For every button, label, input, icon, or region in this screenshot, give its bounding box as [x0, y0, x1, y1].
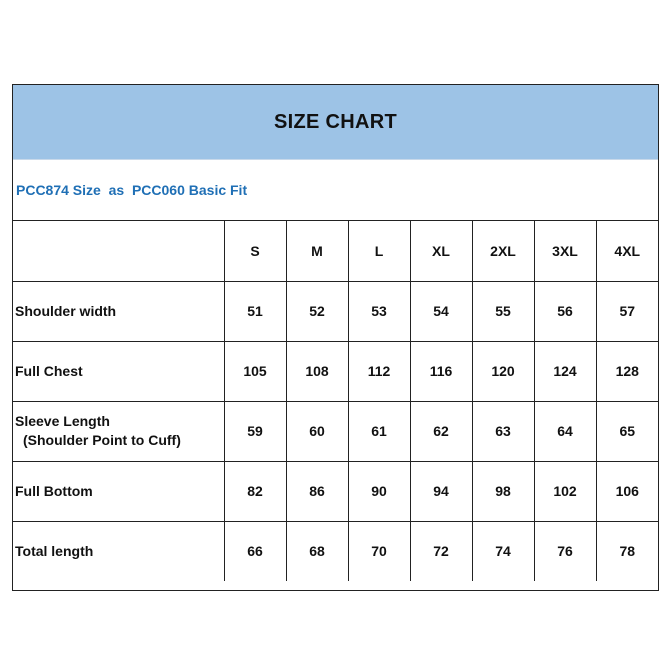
value-cell: 86 — [286, 461, 348, 521]
header-corner-cell — [13, 221, 224, 281]
value-cell: 63 — [472, 401, 534, 461]
subtitle-text: PCC874 Size as PCC060 Basic Fit — [16, 181, 248, 198]
value-cell: 64 — [534, 401, 596, 461]
row-label — [13, 401, 224, 461]
value-cell: 56 — [534, 281, 596, 341]
row-label: Full Bottom — [13, 461, 224, 521]
value-cell: 128 — [596, 341, 658, 401]
size-header: S — [224, 221, 286, 281]
row-label-line1: Sleeve Length — [15, 413, 110, 429]
value-cell: 68 — [286, 521, 348, 581]
size-header: 2XL — [472, 221, 534, 281]
value-cell: 51 — [224, 281, 286, 341]
size-header: M — [286, 221, 348, 281]
table-row — [13, 281, 658, 341]
size-header: XL — [410, 221, 472, 281]
value-cell: 54 — [410, 281, 472, 341]
value-cell: 59 — [224, 401, 286, 461]
subtitle-row — [13, 159, 658, 221]
value-cell: 65 — [596, 401, 658, 461]
value-cell: 60 — [286, 401, 348, 461]
value-cell: 61 — [348, 401, 410, 461]
value-cell: 55 — [472, 281, 534, 341]
size-header: 4XL — [596, 221, 658, 281]
value-cell: 70 — [348, 521, 410, 581]
value-cell: 72 — [410, 521, 472, 581]
title-band — [13, 85, 658, 160]
row-label: Total length — [13, 521, 224, 581]
size-chart — [12, 84, 659, 591]
table-row — [13, 401, 658, 461]
value-cell: 66 — [224, 521, 286, 581]
table-row — [13, 341, 658, 401]
value-cell: 102 — [534, 461, 596, 521]
value-cell: 120 — [472, 341, 534, 401]
value-cell: 98 — [472, 461, 534, 521]
value-cell: 78 — [596, 521, 658, 581]
row-label: Shoulder width — [13, 281, 224, 341]
value-cell: 57 — [596, 281, 658, 341]
value-cell: 94 — [410, 461, 472, 521]
value-cell: 105 — [224, 341, 286, 401]
value-cell: 124 — [534, 341, 596, 401]
value-cell: 76 — [534, 521, 596, 581]
table-row — [13, 521, 658, 581]
table-row — [13, 461, 658, 521]
size-table — [13, 221, 658, 581]
value-cell: 52 — [286, 281, 348, 341]
size-header: 3XL — [534, 221, 596, 281]
value-cell: 108 — [286, 341, 348, 401]
chart-title: SIZE CHART — [274, 110, 397, 133]
row-label-line2: (Shoulder Point to Cuff) — [23, 432, 181, 448]
value-cell: 74 — [472, 521, 534, 581]
header-row — [13, 221, 658, 281]
value-cell: 62 — [410, 401, 472, 461]
value-cell: 90 — [348, 461, 410, 521]
size-header: L — [348, 221, 410, 281]
value-cell: 116 — [410, 341, 472, 401]
row-label: Full Chest — [13, 341, 224, 401]
value-cell: 106 — [596, 461, 658, 521]
value-cell: 82 — [224, 461, 286, 521]
value-cell: 53 — [348, 281, 410, 341]
value-cell: 112 — [348, 341, 410, 401]
